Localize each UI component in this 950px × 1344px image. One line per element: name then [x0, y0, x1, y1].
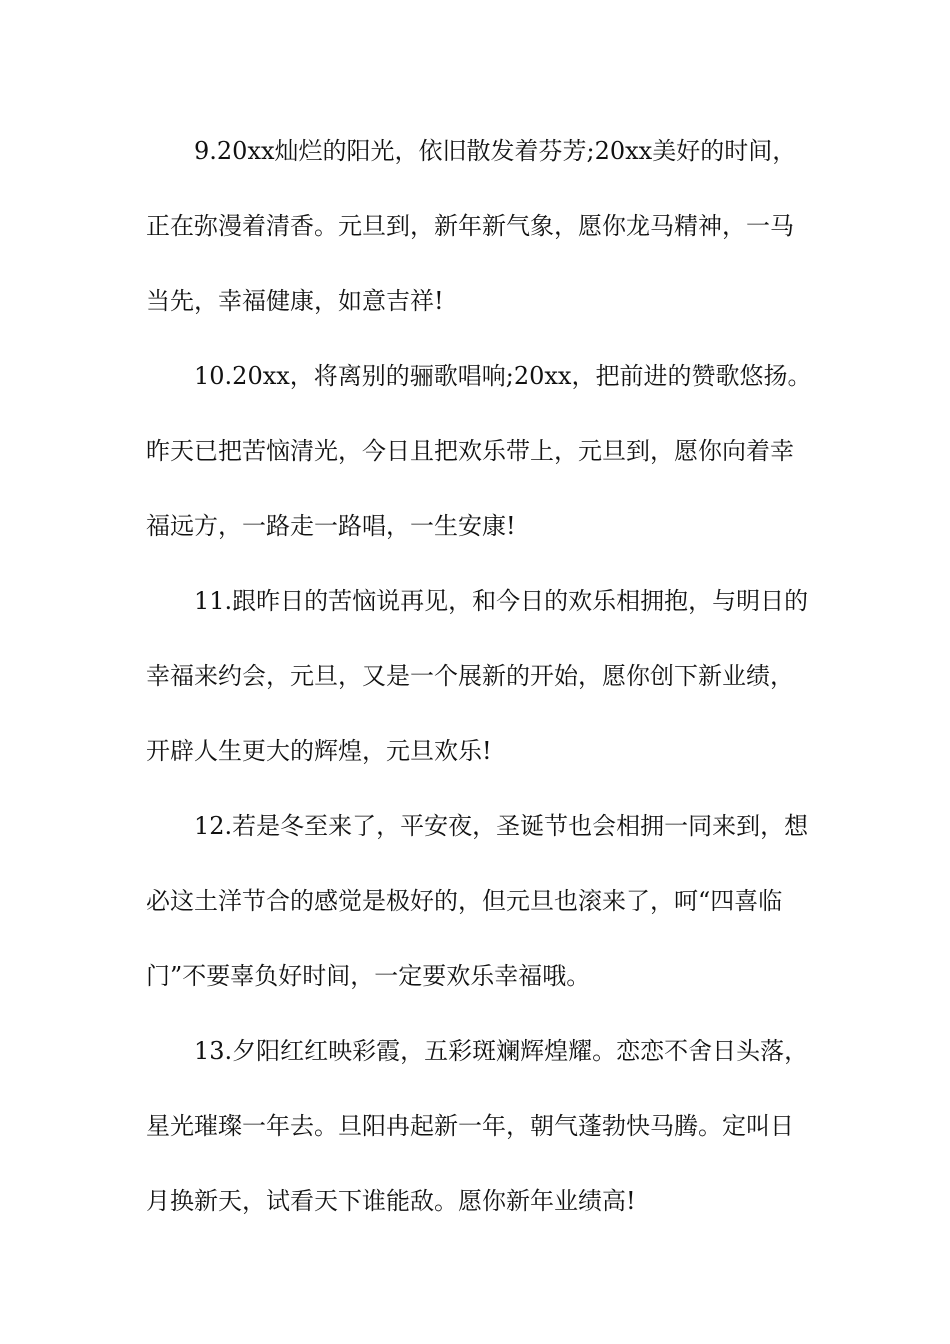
text-line: 福远方，一路走一路唱，一生安康! [146, 512, 516, 540]
text-line: 当先，幸福健康，如意吉祥! [146, 287, 444, 315]
text-line: 10.20xx，将离别的骊歌唱响;20xx，把前进的赞歌悠扬。 [194, 362, 812, 390]
text-line: 11.跟昨日的苦恼说再见，和今日的欢乐相拥抱，与明日的 [194, 587, 809, 615]
paragraph-10 [146, 339, 816, 564]
text-line: 13.夕阳红红映彩霞，五彩斑斓辉煌耀。恋恋不舍日头落， [194, 1037, 809, 1065]
text-line: 昨天已把苦恼清光，今日且把欢乐带上，元旦到，愿你向着幸 [146, 437, 794, 465]
paragraph-13 [146, 1014, 816, 1239]
text-line: 门”不要辜负好时间，一定要欢乐幸福哦。 [146, 962, 591, 990]
text-line: 必这土洋节合的感觉是极好的，但元旦也滚来了，呵“四喜临 [146, 887, 783, 915]
text-line: 12.若是冬至来了，平安夜，圣诞节也会相拥一同来到，想 [194, 812, 809, 840]
text-line: 9.20xx灿烂的阳光，依旧散发着芬芳;20xx美好的时间， [194, 137, 797, 165]
paragraph-9 [146, 114, 816, 339]
text-line: 幸福来约会，元旦，又是一个展新的开始，愿你创下新业绩， [146, 662, 794, 690]
text-line: 正在弥漫着清香。元旦到，新年新气象，愿你龙马精神，一马 [146, 212, 794, 240]
paragraph-12 [146, 789, 816, 1014]
text-line: 星光璀璨一年去。旦阳冉起新一年，朝气蓬勃快马腾。定叫日 [146, 1112, 794, 1140]
text-line: 月换新天，试看天下谁能敌。愿你新年业绩高! [146, 1187, 636, 1215]
text-line: 开辟人生更大的辉煌，元旦欢乐! [146, 737, 492, 765]
paragraph-11 [146, 564, 816, 789]
